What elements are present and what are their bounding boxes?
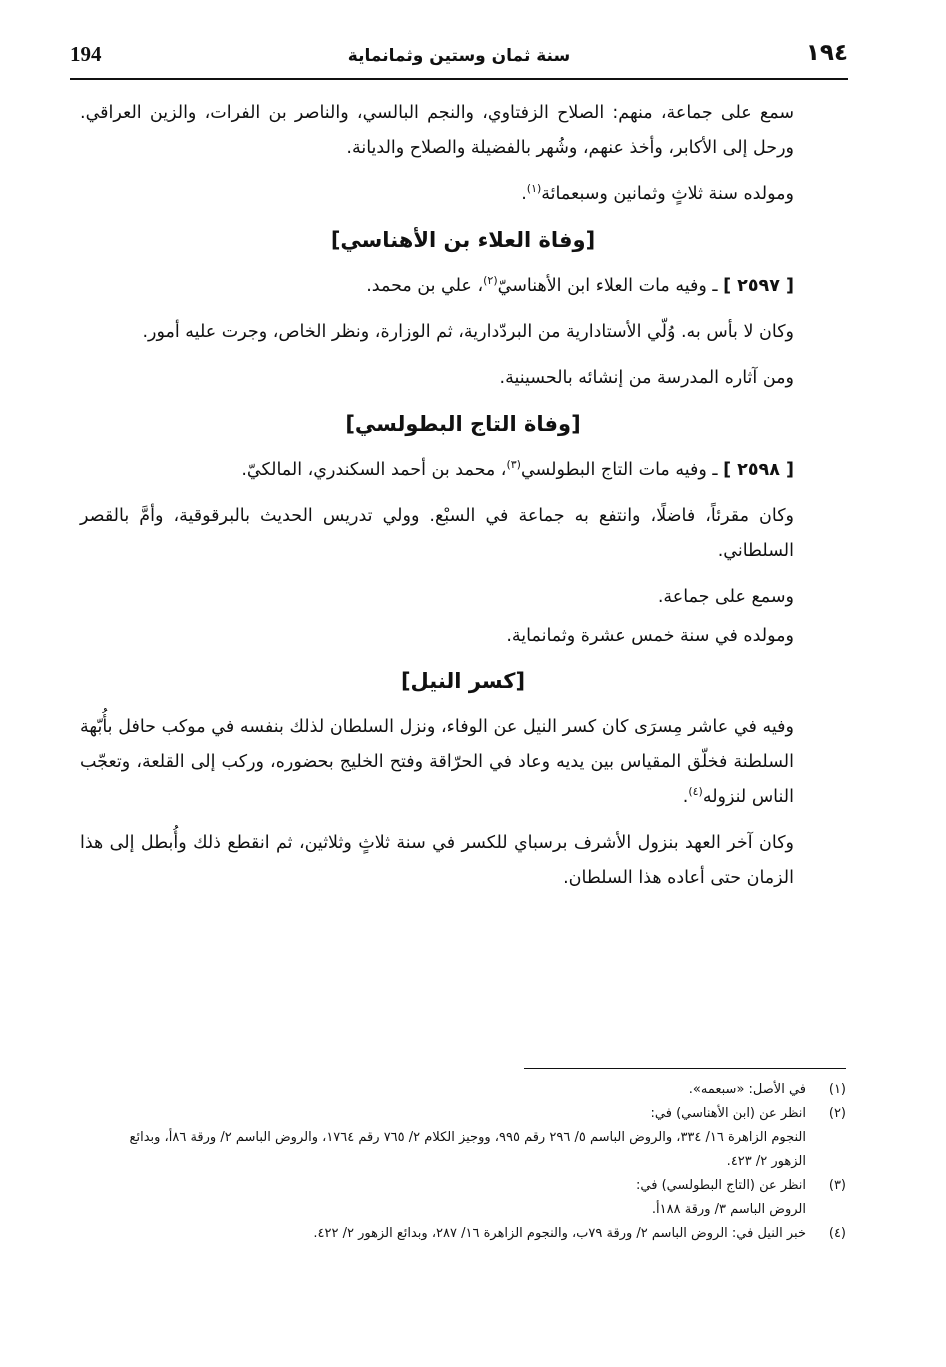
footnote-ref-2: (٢) — [483, 274, 498, 288]
footnote-ref-3: (٣) — [506, 458, 521, 472]
footnote-text: انظر عن (ابن الأهناسي) في: — [650, 1106, 806, 1121]
paragraph-alaa-career: وكان لا بأس به. وُلّي الأستادارية من البردّدارية، ثم الوزارة، ونظر الخاص، وجرت عليه أمور. — [142, 322, 794, 342]
footnotes — [104, 1078, 846, 1246]
footnote-item — [104, 1078, 846, 1102]
footnote-item — [104, 1222, 846, 1246]
footnote-number: (٢) — [828, 1106, 846, 1121]
footnote-item — [104, 1174, 846, 1222]
section-heading-alaa: [وفاة العلاء بن الأهناسي] — [330, 228, 596, 252]
footnote-text: في الأصل: «سبعمه». — [688, 1082, 806, 1097]
paragraph-nile-ceremony: وفيه في عاشر مِسرَى كان كسر النيل عن الوفاء، ونزل السلطان لذلك بنفسه في موكب حافل بأُبّهة السلطنة فخلّق المقياس بين يديه وعاد في الحرّاقة وفتح الخليج بحضوره، وركب إلى القلعة، وتعجّب الناس لنزوله$^{(٤)}$. — [80, 717, 794, 807]
running-title: سنة ثمان وستين وثمانماية — [347, 46, 571, 66]
page-number-arabic: ١٩٤ — [805, 40, 848, 66]
paragraph-taj-heard: وسمع على جماعة. — [657, 587, 794, 607]
footnote-item — [104, 1102, 846, 1174]
page-header — [70, 38, 848, 80]
page-number-latin: 194 — [70, 42, 102, 66]
footnote-text: انظر عن (التاج البطولسي) في: — [636, 1178, 806, 1193]
paragraph-birth: ومولده سنة ثلاثٍ وثمانين وسبعمائة$^{(١)}$. — [521, 182, 794, 204]
paragraph-nile-history: وكان آخر العهد بنزول الأشرف برسباي للكسر في سنة ثلاثٍ وثلاثين، ثم انقطع ذلك وأُبطل إلى هذا الزمان حتى أعاده هذا السلطان. — [80, 833, 794, 888]
footnote-number: (٣) — [828, 1178, 846, 1193]
paragraph-taj-career: وكان مقرئاً، فاضلًا، وانتفع به جماعة في السبْع. وولي تدريس الحديث بالبرقوقية، وأمَّ بالقصر السلطاني. — [80, 506, 794, 561]
footnote-ref-1: (١) — [526, 182, 542, 196]
paragraph-taj-birth: ومولده في سنة خمس عشرة وثمانماية. — [506, 626, 794, 646]
header-rule — [70, 78, 848, 80]
paragraph-teachers: سمع على جماعة، منهم: الصلاح الزفتاوي، والنجم البالسي، والناصر بن الفرات، والزين العراقي. ورحل إلى الأكابر، وأخذ عنهم، وشُهر بالفضيلة والصلاح والديانة. — [80, 103, 794, 158]
footnote-number: (٤) — [828, 1226, 846, 1241]
main-text — [80, 96, 846, 907]
entry-number: [ ٢٥٩٧ ] — [723, 276, 794, 296]
footnote-text: النجوم الزاهرة ١٦/ ٣٣٤، والروض الباسم ٥/ ٢٩٦ رقم ٩٩٥، ووجيز الكلام ٢/ ٧٦٥ رقم ١٧٦٤، والروض الباسم ٢/ ورقة ٨٦أ، وبدائع الزهور ٢/ ٤٢٣. — [129, 1130, 806, 1169]
footnote-text: الروض الباسم ٣/ ورقة ١٨٨أ. — [651, 1202, 806, 1217]
footnote-ref-4: (٤) — [688, 785, 703, 799]
section-heading-taj: [وفاة التاج البطولسي] — [345, 412, 581, 436]
entry-number: [ ٢٥٩٨ ] — [723, 460, 794, 480]
footnote-rule — [524, 1068, 846, 1069]
footnote-text: خبر النيل في: الروض الباسم ٢/ ورقة ٧٩ب، والنجوم الزاهرة ١٦/ ٢٨٧، وبدائع الزهور ٢/ ٤٢٢. — [313, 1226, 806, 1241]
section-heading-nile: [كسر النيل] — [400, 669, 526, 693]
entry-2597: [ ٢٥٩٧ ] ـ وفيه مات العلاء ابن الأهناسيّ$^{(٢)}$، علي بن محمد. — [366, 274, 794, 296]
entry-2598: [ ٢٥٩٨ ] ـ وفيه مات التاج البطولسي$^{(٣)}$، محمد بن أحمد السكندري، المالكيّ. — [241, 458, 794, 480]
footnote-number: (١) — [828, 1082, 846, 1097]
paragraph-alaa-works: ومن آثاره المدرسة من إنشائه بالحسينية. — [499, 368, 794, 388]
